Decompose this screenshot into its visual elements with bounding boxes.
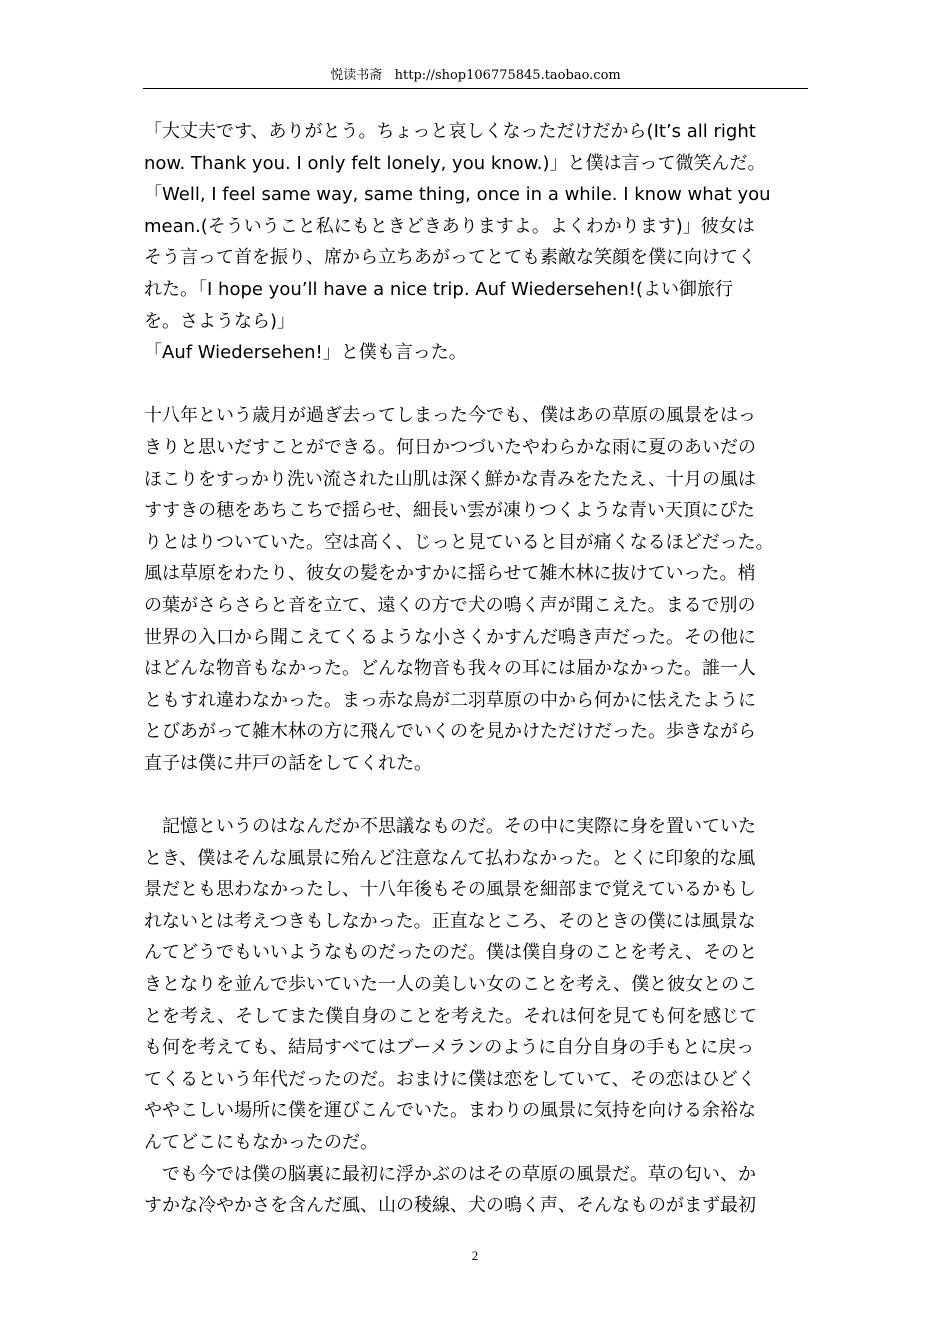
text-line: ほこりをすっかり洗い流された山肌は深く鮮かな青みをたたえ、十月の風は <box>144 468 756 490</box>
text-line: now. Thank you. I only felt lonely, you know.)」と僕は言って微笑んだ。 <box>144 152 766 174</box>
text-line: 記憶というのはなんだか不思議なものだ。その中に実際に身を置いていた <box>144 816 756 838</box>
page-header <box>143 66 808 89</box>
text-line: 直子は僕に井戸の話をしてくれた。 <box>144 752 432 774</box>
text-line: も何を考えても、結局すべてはブーメランのように自分自身の手もとに戻っ <box>144 1037 755 1059</box>
text-line: mean.(そういうこと私にもときどきありますよ。よくわかります)」彼女は <box>144 215 755 237</box>
paragraph-gap <box>144 369 808 401</box>
text-line: でも今では僕の脳裏に最初に浮かぶのはその草原の風景だ。草の匂い、か <box>144 1163 756 1185</box>
text-line: 風は草原をわたり、彼女の髪をかすかに揺らせて雑木林に抜けていった。梢 <box>144 563 756 585</box>
text-line: 世界の入口から聞こえてくるような小さくかすんだ鳴き声だった。その他に <box>144 626 756 648</box>
text-line: れた。「I hope you’ll have a nice trip. Auf Wiedersehen!(よい御旅行 <box>144 278 733 300</box>
page-number: 2 <box>471 1248 479 1263</box>
text-line: を。さようなら)」 <box>144 310 296 332</box>
text-line: んてどうでもいいようなものだったのだ。僕は僕自身のことを考え、そのと <box>144 942 758 964</box>
text-line: れないとは考えつきもしなかった。正直なところ、そのときの僕には風景な <box>144 910 756 932</box>
text-line: 十八年という歳月が過ぎ去ってしまった今でも、僕はあの草原の風景をはっ <box>144 405 756 427</box>
text-line: はどんな物音もなかった。どんな物音も我々の耳には届かなかった。誰一人 <box>144 658 756 680</box>
body-text <box>144 116 808 1222</box>
text-line: とびあがって雑木林の方に飛んでいくのを見かけただけだった。歩きながら <box>144 721 756 743</box>
shop-url: http://shop106775845.taobao.com <box>394 68 621 83</box>
text-line: の葉がさらさらと音を立て、遠くの方で犬の鳴く声が聞こえた。まるで別の <box>144 594 756 616</box>
text-line: 景だとも思わなかったし、十八年後もその風景を細部まで覚えているかもし <box>144 879 756 901</box>
text-line: きりと思いだすことができる。何日かつづいたやわらかな雨に夏のあいだの <box>144 436 756 458</box>
text-line: そう言って首を振り、席から立ちあがってとても素敵な笑顔を僕に向けてく <box>144 247 756 269</box>
text-line: 「大丈夫です、ありがとう。ちょっと哀しくなっただけだから(It’s all right <box>144 121 756 142</box>
text-line: とき、僕はそんな風景に殆んど注意なんて払わなかった。とくに印象的な風 <box>144 847 756 869</box>
text-line: てくるという年代だったのだ。おまけに僕は恋をしていて、その恋はひどく <box>144 1068 756 1090</box>
text-line: 「Well, I feel same way, same thing, once in a while. I know what you <box>144 184 771 206</box>
text-line: りとはりついていた。空は高く、じっと見ていると目が痛くなるほどだった。 <box>144 531 774 553</box>
text-line: すすきの穂をあちこちで揺らせ、細長い雲が凍りつくような青い天頂にぴた <box>144 500 755 522</box>
text-line: んてどこにもなかったのだ。 <box>144 1132 378 1153</box>
text-line: きとなりを並んで歩いていた一人の美しい女のことを考え、僕と彼女とのこ <box>144 974 758 996</box>
shop-name: 悦读书斋 <box>330 68 383 83</box>
text-line: 「Auf Wiedersehen!」と僕も言った。 <box>144 342 467 364</box>
text-line: すかな冷やかさを含んだ風、山の稜線、犬の鳴く声、そんなものがまず最初 <box>144 1195 756 1217</box>
paragraph-gap <box>144 779 808 811</box>
text-line: ともすれ違わなかった。まっ赤な鳥が二羽草原の中から何かに怯えたように <box>144 689 756 711</box>
text-line: とを考え、そしてまた僕自身のことを考えた。それは何を見ても何を感じて <box>144 1005 758 1027</box>
text-line: ややこしい場所に僕を運びこんでいた。まわりの風景に気持を向ける余裕な <box>144 1100 756 1122</box>
